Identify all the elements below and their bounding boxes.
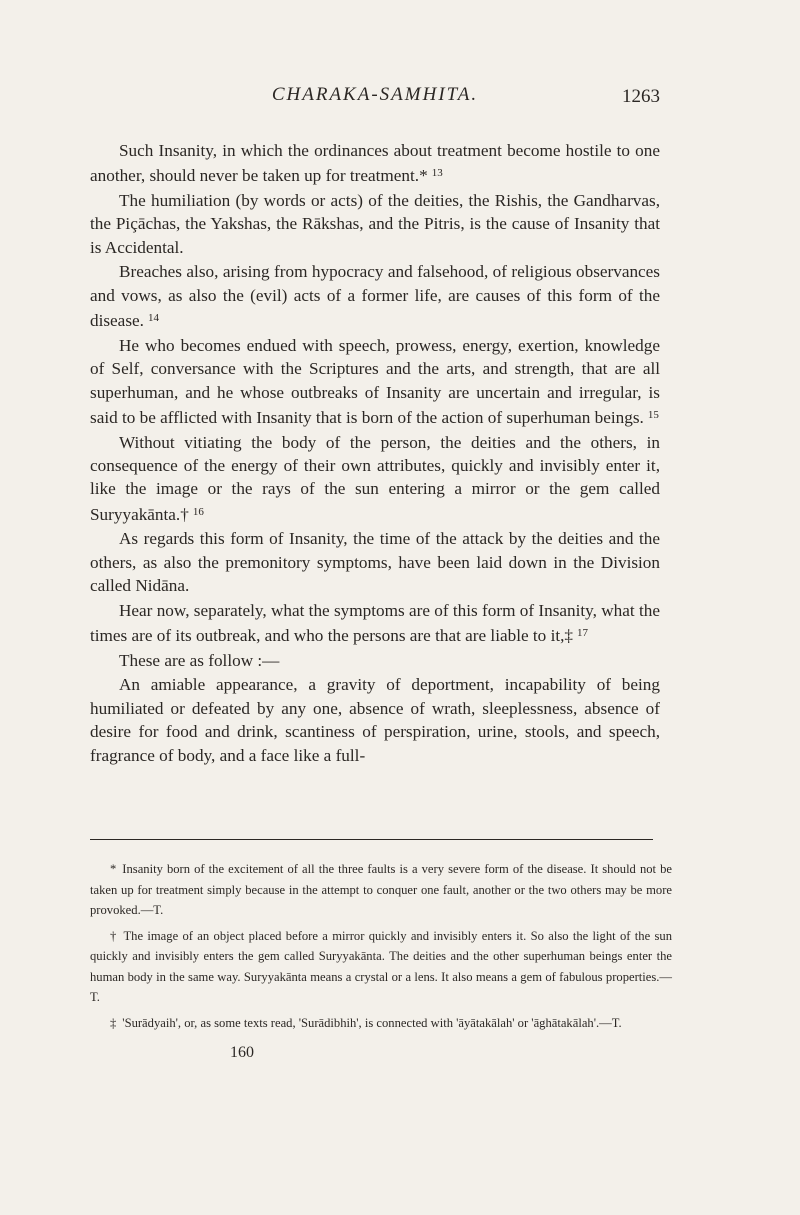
footnote-divider <box>90 839 653 840</box>
verse-number: 17 <box>577 627 589 640</box>
paragraph: Hear now, separately, what the symptoms are of this form of Insanity, what the times are of its outbreak, and who the persons are that are liable to it,‡ $^{17}$ <box>90 600 660 646</box>
paragraph: Breaches also, arising from hypocracy and falsehood, of religious observances and vows, as also the (evil) acts of a former life, are causes of this form of the disease. $^{14}$ <box>90 262 660 331</box>
footnotes <box>90 859 672 1038</box>
paragraph: These are as follow :— <box>119 650 280 670</box>
signature-folio: 160 <box>230 1044 254 1061</box>
page-number: 1263 <box>622 86 660 107</box>
verse-number: 15 <box>647 409 659 422</box>
paragraph: He who becomes endued with speech, prowess, energy, exertion, knowledge of Self, conversance with the Scriptures and the arts, and strength, that are all superhuman, and he whose outbreaks of Insanity are uncertain and irregular, is said to be afflicted with Insanity that is born of the action of superhuman beings. $^{15}$ <box>90 335 660 428</box>
paragraph: As regards this form of Insanity, the time of the attack by the deities and the others, as also the premonitory symptoms, have been laid down in the Division called Nidāna. <box>90 529 660 596</box>
verse-number: 16 <box>192 505 204 518</box>
verse-number: 14 <box>147 312 159 325</box>
footnote: * Insanity born of the excitement of all the three faults is a very severe form of the disease. It should not be taken up for treatment simply because in the attempt to conquer one fault, another or the two others may be more provoked.—T. <box>90 862 672 917</box>
paragraph: Such Insanity, in which the ordinances about treatment become hostile to one another, should never be taken up for treatment.* $^{13}$ <box>90 141 660 186</box>
paragraph: Without vitiating the body of the person, the deities and the others, in consequence of the energy of their own attributes, quickly and invisibly enter it, like the image or the rays of the sun entering a mirror or the gem called Suryyakānta.† $^{16}$ <box>90 432 660 524</box>
footnote-mark: ‡ <box>110 1015 117 1030</box>
paragraph: An amiable appearance, a gravity of deportment, incapability of being humiliated or defeated by any one, absence of wrath, sleeplessness, absence of desire for food and drink, scantiness of perspiration, urine, stools, and speech, fragrance of body, and a face like a full- <box>90 675 660 765</box>
footnote: ‡ 'Surādyaih', or, as some texts read, 'Surādibhih', is connected with 'āyātakālah' or 'āghātakālah'.—T. <box>110 1015 622 1030</box>
running-title: CHARAKA-SAMHITA. <box>271 84 479 105</box>
footnote-mark: † <box>110 928 118 943</box>
verse-number: 13 <box>431 167 443 180</box>
main-text <box>90 139 660 768</box>
paragraph: The humiliation (by words or acts) of the deities, the Rishis, the Gandharvas, the Piçāchas, the Yakshas, the Rākshas, and the Pitris, is the cause of Insanity that is Accidental. <box>90 191 660 257</box>
page-header <box>90 84 660 114</box>
footnote-mark: * <box>110 862 117 876</box>
footnote: † The image of an object placed before a mirror quickly and invisibly enters it. So also the light of the sun quickly and invisibly enters the gem called Suryyakānta. The deities and the other superhuman beings enter the human body in the same way. Suryyakānta means a crystal or a lens. It also means a gem of fabulous properties.—T. <box>90 928 673 1004</box>
